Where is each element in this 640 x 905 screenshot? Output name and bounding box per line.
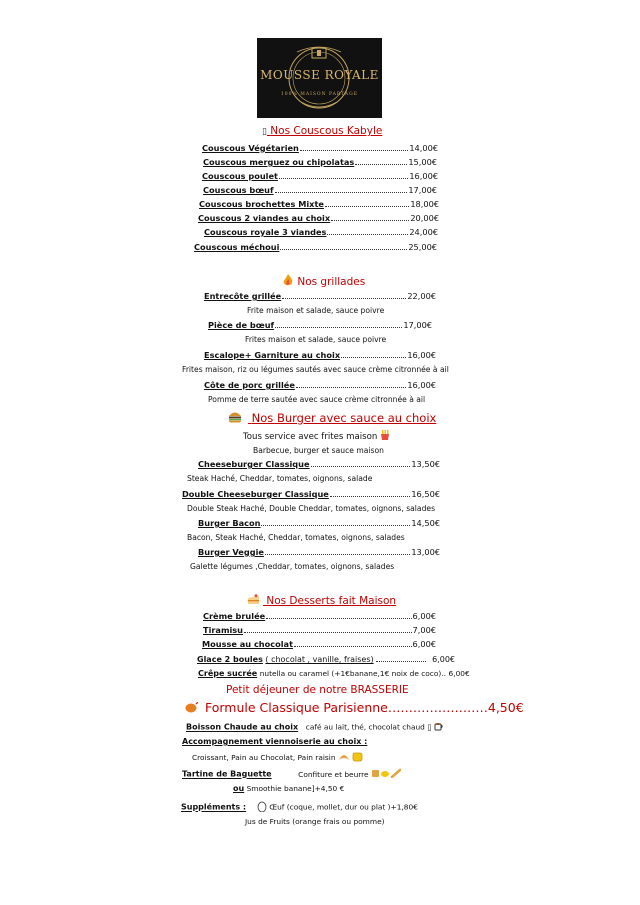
burger-item bbox=[182, 489, 440, 499]
couscous-item-name: Couscous 2 viandes au choix bbox=[198, 213, 331, 223]
grillade-item bbox=[208, 320, 432, 330]
egg-icon bbox=[257, 800, 267, 814]
couscous-item-price: 15,00€ bbox=[408, 157, 437, 167]
burger-item-description: Double Steak Haché, Double Cheddar, tomates, oignons, salades bbox=[187, 504, 436, 513]
leader-dots bbox=[311, 466, 411, 467]
dessert-item-name: Mousse au chocolat bbox=[202, 639, 293, 649]
grillade-item-description: Pomme de terre sautée avec sauce crème citronnée à ail bbox=[208, 395, 426, 404]
burger-item-price: 14,50€ bbox=[411, 518, 440, 528]
leader-dots bbox=[355, 164, 407, 165]
fire-icon bbox=[282, 274, 294, 290]
burger-item-description: Steak Haché, Cheddar, tomates, oignons, salade bbox=[187, 474, 373, 483]
supplements-line: Suppléments : Œuf (coque, mollet, dur ou plat )+1,80€ bbox=[181, 800, 418, 814]
dessert-crepe: Crêpe sucrée nutella ou caramel (+1€banane,1€ noix de coco).. 6,00€ bbox=[198, 669, 470, 678]
couscous-item bbox=[203, 157, 437, 167]
burger-item-name: Burger Bacon bbox=[198, 518, 261, 528]
grillade-item-name: Escalope+ Garniture au choix bbox=[204, 350, 341, 360]
leader-dots bbox=[294, 646, 412, 647]
leader-dots bbox=[325, 206, 409, 207]
leader-dots bbox=[327, 234, 408, 235]
grillade-item-price: 16,00€ bbox=[407, 350, 436, 360]
couscous-item-price: 18,00€ bbox=[410, 199, 439, 209]
couscous-item-name: Couscous poulet bbox=[202, 171, 278, 181]
leader-dots bbox=[275, 192, 408, 193]
couscous-item-price: 20,00€ bbox=[410, 213, 439, 223]
burger-item bbox=[198, 547, 440, 557]
couscous-item bbox=[194, 242, 437, 252]
couscous-item bbox=[199, 199, 439, 209]
couscous-item-price: 17,00€ bbox=[408, 185, 437, 195]
grillade-item bbox=[204, 291, 436, 301]
leader-dots bbox=[280, 249, 407, 250]
burger-item-price: 13,00€ bbox=[411, 547, 440, 557]
grillade-item-name: Côte de porc grillée bbox=[204, 380, 295, 390]
grillade-item-price: 22,00€ bbox=[407, 291, 436, 301]
dessert-item bbox=[203, 625, 436, 635]
couscous-item-name: Couscous merguez ou chipolatas bbox=[203, 157, 355, 167]
couscous-item-name: Couscous Végétarien bbox=[202, 143, 299, 153]
burger-item-name: Burger Veggie bbox=[198, 547, 264, 557]
grillades-section-title: Nos grillades bbox=[282, 274, 365, 290]
grillade-item-price: 17,00€ bbox=[403, 320, 432, 330]
couscous-item bbox=[202, 143, 438, 153]
couscous-item bbox=[202, 171, 438, 181]
burger-item-description: Bacon, Steak Haché, Cheddar, tomates, oignons, salades bbox=[187, 533, 405, 542]
burgers-section-title: Nos Burger avec sauce au choix bbox=[228, 411, 436, 426]
burger-item-name: Double Cheeseburger Classique bbox=[182, 489, 329, 499]
burger-item-price: 16,50€ bbox=[411, 489, 440, 499]
burger-item-description: Galette légumes ,Cheddar, tomates, oignons, salades bbox=[190, 562, 395, 571]
leader-dots bbox=[261, 525, 410, 526]
grillade-item-description: Frites maison et salade, sauce poivre bbox=[245, 335, 387, 344]
dessert-item-price: 6,00€ bbox=[412, 611, 436, 621]
cup-icon bbox=[434, 721, 444, 733]
dessert-item-name: Tiramisu bbox=[203, 625, 243, 635]
croissant-icon bbox=[338, 752, 350, 764]
formule-line: Formule Classique Parisienne……………………4,50€ bbox=[185, 700, 524, 716]
boisson-line: Boisson Chaude au choix café au lait, thé, chocolat chaud ▯ bbox=[186, 721, 444, 733]
grillade-item-name: Pièce de bœuf bbox=[208, 320, 275, 330]
grillade-item-description: Frites maison, riz ou légumes sautés avec sauce crème citronnée à ail bbox=[182, 365, 449, 374]
dessert-glace: Glace 2 boules ( chocolat , vanille, fraises) 6,00€ bbox=[197, 655, 455, 664]
dessert-item-name: Crème brulée bbox=[203, 611, 266, 621]
couscous-item-name: Couscous bœuf bbox=[203, 185, 274, 195]
leader-dots bbox=[341, 357, 406, 358]
burger-item bbox=[198, 459, 440, 469]
couscous-item-name: Couscous brochettes Mixte bbox=[199, 199, 324, 209]
smoothie-line: ou Smoothie banane]+4,50 € bbox=[233, 784, 345, 793]
burgers-intro: Tous service avec frites maison bbox=[243, 430, 390, 443]
leader-dots bbox=[279, 178, 408, 179]
dessert-item bbox=[202, 639, 436, 649]
couscous-section-title: ▯ Nos Couscous Kabyle bbox=[262, 125, 383, 137]
couscous-item-price: 25,00€ bbox=[408, 242, 437, 252]
leader-dots bbox=[331, 220, 409, 221]
jus-line: Jus de Fruits (orange frais ou pomme) bbox=[245, 817, 385, 826]
grillade-item bbox=[204, 380, 436, 390]
couscous-item-price: 16,00€ bbox=[409, 171, 438, 181]
leader-dots bbox=[296, 387, 406, 388]
leader-dots bbox=[265, 554, 410, 555]
leader-dots bbox=[266, 618, 411, 619]
couscous-item-name: Couscous méchoui bbox=[194, 242, 280, 252]
bread-icon bbox=[352, 752, 363, 764]
logo-tagline: 100% MAISON PARTAGE bbox=[280, 91, 359, 97]
coffee-icon bbox=[185, 701, 198, 716]
logo-name: MOUSSE ROYALE bbox=[260, 67, 379, 82]
dessert-item-price: 7,00€ bbox=[412, 625, 436, 635]
leader-dots bbox=[300, 150, 408, 151]
couscous-item-price: 24,00€ bbox=[409, 227, 438, 237]
accomp-line: Accompagnement viennoiserie au choix : bbox=[182, 737, 368, 746]
couscous-item bbox=[203, 185, 437, 195]
box-icon: ▯ bbox=[427, 722, 432, 732]
leader-dots bbox=[282, 298, 406, 299]
couscous-item bbox=[204, 227, 438, 237]
fries-icon bbox=[380, 430, 390, 443]
burger-item bbox=[198, 518, 440, 528]
dessert-item-price: 6,00€ bbox=[412, 639, 436, 649]
leader-dots bbox=[330, 496, 410, 497]
grillade-item-description: Frite maison et salade, sauce poivre bbox=[247, 306, 385, 315]
accomp-detail: Croissant, Pain au Chocolat, Pain raisin bbox=[192, 752, 363, 764]
tartine-line: Tartine de Baguette Confiture et beurre bbox=[182, 768, 401, 780]
leader-dots bbox=[275, 327, 402, 328]
grillade-item-name: Entrecôte grillée bbox=[204, 291, 282, 301]
grillade-item bbox=[204, 350, 436, 360]
restaurant-logo bbox=[257, 38, 382, 118]
box-icon: ▯ bbox=[262, 127, 267, 137]
brasserie-section-title: Petit déjeuner de notre BRASSERIE bbox=[226, 684, 409, 696]
couscous-item-price: 14,00€ bbox=[409, 143, 438, 153]
desserts-section-title: Nos Desserts fait Maison bbox=[247, 594, 396, 608]
grillade-item-price: 16,00€ bbox=[407, 380, 436, 390]
couscous-item bbox=[198, 213, 439, 223]
burgers-sauces: Barbecue, burger et sauce maison bbox=[253, 446, 384, 455]
couscous-item-name: Couscous royale 3 viandes bbox=[204, 227, 327, 237]
dessert-item bbox=[203, 611, 436, 621]
cake-icon bbox=[247, 594, 260, 608]
butter-jar-icon bbox=[371, 768, 401, 780]
burger-item-name: Cheeseburger Classique bbox=[198, 459, 310, 469]
burger-item-price: 13,50€ bbox=[411, 459, 440, 469]
leader-dots bbox=[244, 632, 412, 633]
burger-icon bbox=[228, 411, 242, 426]
